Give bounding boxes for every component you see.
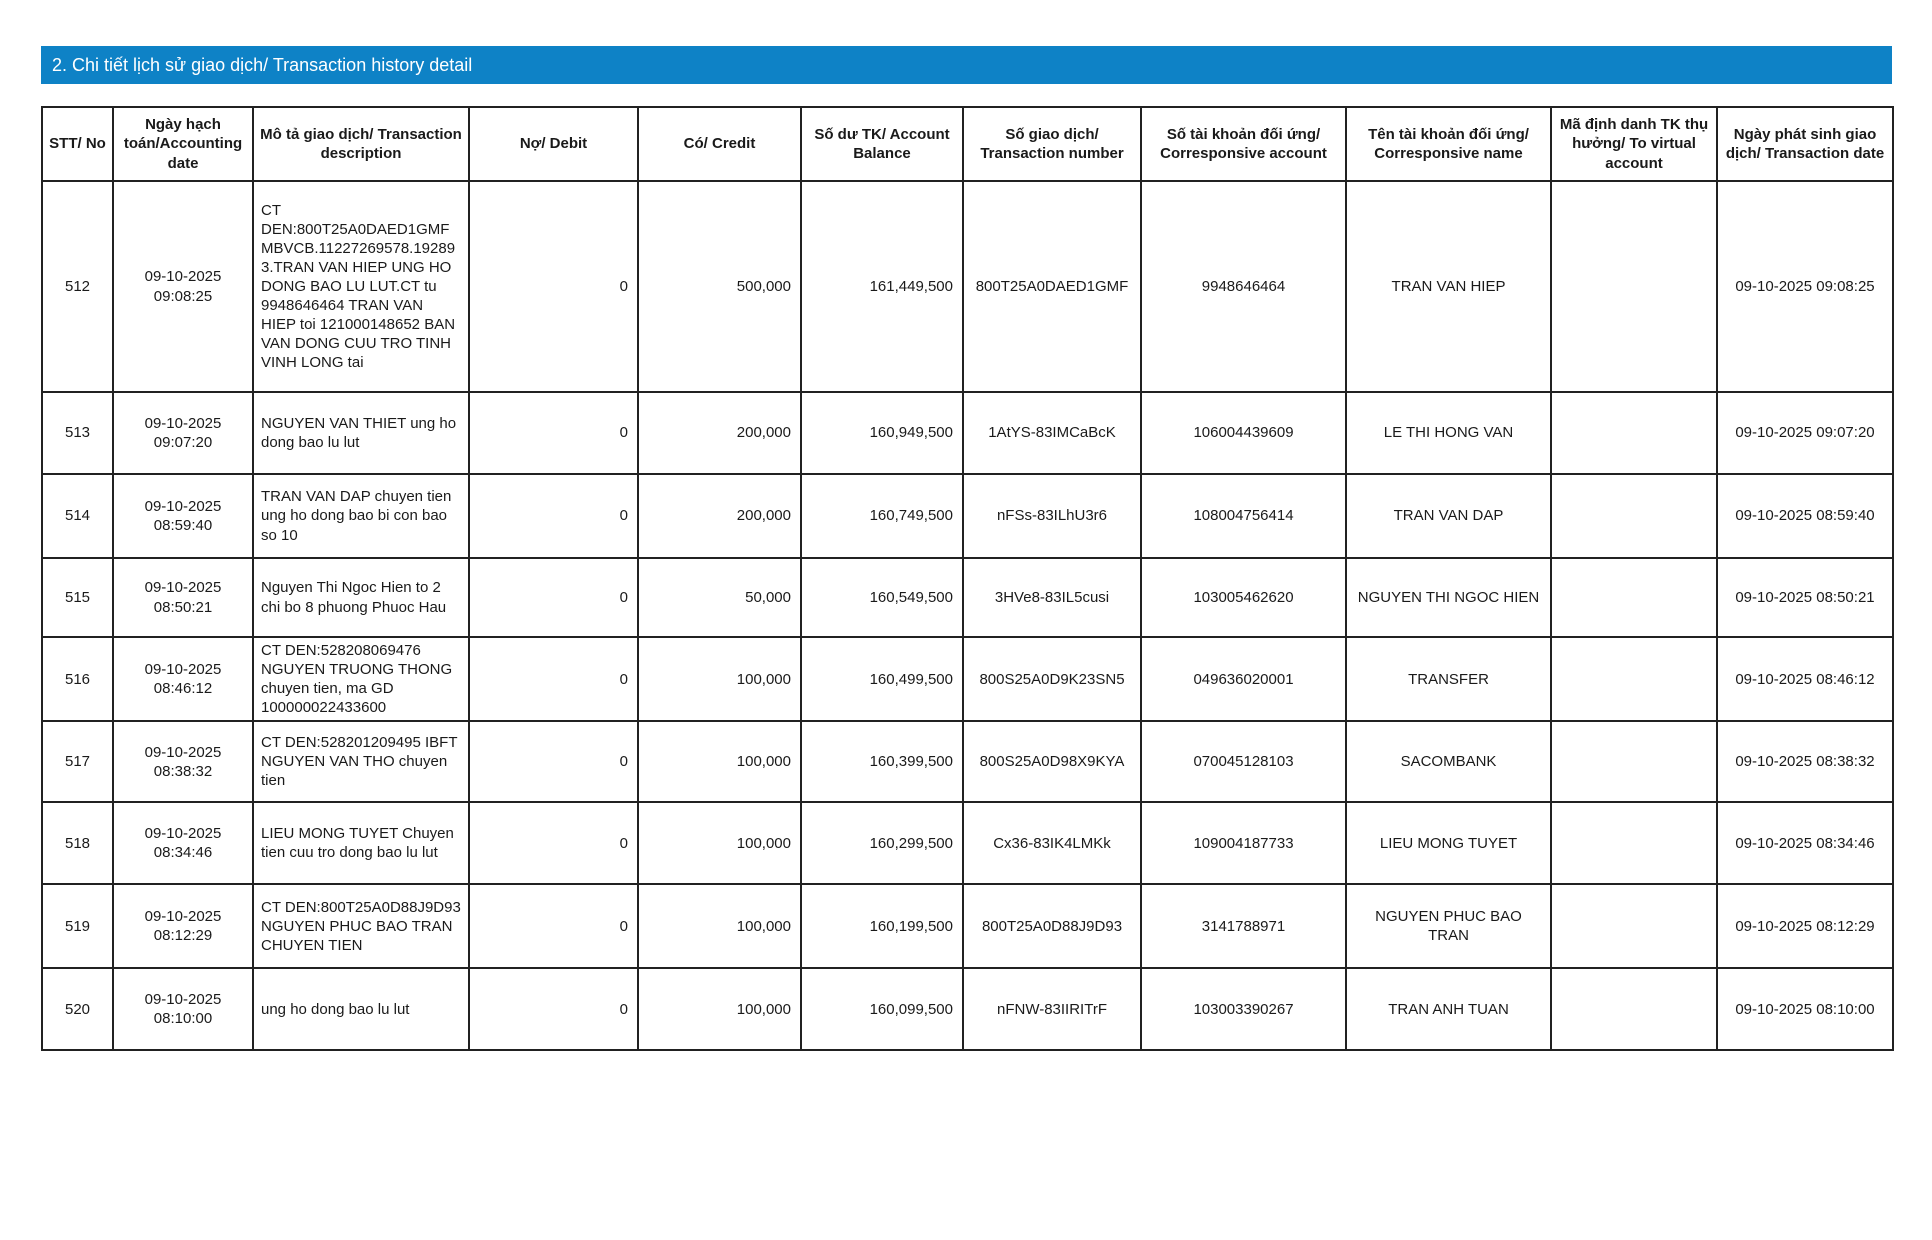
cell-accounting-date: 09-10-2025 08:46:12 (113, 637, 253, 721)
cell-transaction-number: 800T25A0D88J9D93 (963, 884, 1141, 968)
col-header-accounting-date: Ngày hạch toán/Accounting date (113, 107, 253, 181)
table-row (42, 721, 1893, 802)
cell-virtual-account (1551, 558, 1717, 637)
table-row (42, 392, 1893, 474)
transaction-history-table (41, 106, 1894, 1051)
cell-description: CT DEN:528201209495 IBFT NGUYEN VAN THO chuyen tien (253, 721, 469, 802)
col-header-credit: Có/ Credit (638, 107, 801, 181)
table-body (42, 181, 1893, 1050)
cell-accounting-date: 09-10-2025 08:50:21 (113, 558, 253, 637)
cell-corresponsive-account: 106004439609 (1141, 392, 1346, 474)
cell-debit: 0 (469, 392, 638, 474)
table-row (42, 558, 1893, 637)
col-header-transaction-date: Ngày phát sinh giao dịch/ Transaction date (1717, 107, 1893, 181)
cell-description: Nguyen Thi Ngoc Hien to 2 chi bo 8 phuong Phuoc Hau (253, 558, 469, 637)
cell-debit: 0 (469, 802, 638, 884)
cell-transaction-date: 09-10-2025 08:50:21 (1717, 558, 1893, 637)
cell-debit: 0 (469, 637, 638, 721)
table-row (42, 474, 1893, 558)
cell-balance: 160,549,500 (801, 558, 963, 637)
cell-accounting-date: 09-10-2025 09:08:25 (113, 181, 253, 392)
cell-debit: 0 (469, 884, 638, 968)
cell-corresponsive-name: NGUYEN THI NGOC HIEN (1346, 558, 1551, 637)
cell-corresponsive-account: 070045128103 (1141, 721, 1346, 802)
cell-virtual-account (1551, 721, 1717, 802)
cell-description: NGUYEN VAN THIET ung ho dong bao lu lut (253, 392, 469, 474)
table-row (42, 802, 1893, 884)
cell-transaction-number: 800T25A0DAED1GMF (963, 181, 1141, 392)
col-header-description: Mô tả giao dịch/ Transaction description (253, 107, 469, 181)
cell-stt: 520 (42, 968, 113, 1050)
cell-accounting-date: 09-10-2025 08:12:29 (113, 884, 253, 968)
table-row (42, 968, 1893, 1050)
cell-description: CT DEN:800T25A0D88J9D93 NGUYEN PHUC BAO TRAN CHUYEN TIEN (253, 884, 469, 968)
cell-virtual-account (1551, 802, 1717, 884)
cell-corresponsive-account: 103005462620 (1141, 558, 1346, 637)
cell-debit: 0 (469, 968, 638, 1050)
cell-stt: 518 (42, 802, 113, 884)
cell-corresponsive-name: TRAN VAN HIEP (1346, 181, 1551, 392)
col-header-corresponsive-name: Tên tài khoản đối ứng/ Corresponsive name (1346, 107, 1551, 181)
cell-virtual-account (1551, 392, 1717, 474)
cell-corresponsive-name: TRANSFER (1346, 637, 1551, 721)
cell-balance: 160,499,500 (801, 637, 963, 721)
cell-balance: 161,449,500 (801, 181, 963, 392)
cell-transaction-number: nFNW-83IIRITrF (963, 968, 1141, 1050)
cell-balance: 160,199,500 (801, 884, 963, 968)
table-row (42, 637, 1893, 721)
cell-virtual-account (1551, 181, 1717, 392)
cell-description: ung ho dong bao lu lut (253, 968, 469, 1050)
cell-stt: 517 (42, 721, 113, 802)
cell-credit: 100,000 (638, 802, 801, 884)
cell-description: LIEU MONG TUYET Chuyen tien cuu tro dong bao lu lut (253, 802, 469, 884)
cell-description: TRAN VAN DAP chuyen tien ung ho dong bao bi con bao so 10 (253, 474, 469, 558)
cell-transaction-date: 09-10-2025 09:07:20 (1717, 392, 1893, 474)
cell-description: CT DEN:800T25A0DAED1GMF MBVCB.11227269578.192893.TRAN VAN HIEP UNG HO DONG BAO LU LUT.CT tu 9948646464 TRAN VAN HIEP toi 121000148652 BAN VAN DONG CUU TRO TINH VINH LONG tai (253, 181, 469, 392)
cell-credit: 500,000 (638, 181, 801, 392)
cell-credit: 50,000 (638, 558, 801, 637)
cell-accounting-date: 09-10-2025 08:34:46 (113, 802, 253, 884)
cell-balance: 160,099,500 (801, 968, 963, 1050)
cell-debit: 0 (469, 721, 638, 802)
cell-stt: 514 (42, 474, 113, 558)
cell-debit: 0 (469, 181, 638, 392)
cell-credit: 200,000 (638, 392, 801, 474)
cell-credit: 200,000 (638, 474, 801, 558)
col-header-stt: STT/ No (42, 107, 113, 181)
cell-credit: 100,000 (638, 968, 801, 1050)
cell-accounting-date: 09-10-2025 08:59:40 (113, 474, 253, 558)
cell-debit: 0 (469, 558, 638, 637)
cell-corresponsive-account: 108004756414 (1141, 474, 1346, 558)
cell-corresponsive-name: LE THI HONG VAN (1346, 392, 1551, 474)
col-header-transaction-number: Số giao dịch/ Transaction number (963, 107, 1141, 181)
cell-transaction-number: Cx36-83IK4LMKk (963, 802, 1141, 884)
cell-transaction-date: 09-10-2025 08:38:32 (1717, 721, 1893, 802)
cell-credit: 100,000 (638, 884, 801, 968)
cell-transaction-number: 800S25A0D98X9KYA (963, 721, 1141, 802)
col-header-corresponsive-account: Số tài khoản đối ứng/ Corresponsive account (1141, 107, 1346, 181)
cell-stt: 519 (42, 884, 113, 968)
cell-balance: 160,399,500 (801, 721, 963, 802)
cell-transaction-number: 1AtYS-83IMCaBcK (963, 392, 1141, 474)
cell-stt: 515 (42, 558, 113, 637)
cell-accounting-date: 09-10-2025 08:10:00 (113, 968, 253, 1050)
cell-accounting-date: 09-10-2025 08:38:32 (113, 721, 253, 802)
cell-description: CT DEN:528208069476 NGUYEN TRUONG THONG chuyen tien, ma GD 100000022433600 (253, 637, 469, 721)
cell-corresponsive-name: SACOMBANK (1346, 721, 1551, 802)
cell-transaction-date: 09-10-2025 08:10:00 (1717, 968, 1893, 1050)
cell-corresponsive-account: 049636020001 (1141, 637, 1346, 721)
cell-transaction-date: 09-10-2025 09:08:25 (1717, 181, 1893, 392)
cell-balance: 160,749,500 (801, 474, 963, 558)
cell-accounting-date: 09-10-2025 09:07:20 (113, 392, 253, 474)
cell-corresponsive-account: 103003390267 (1141, 968, 1346, 1050)
cell-balance: 160,949,500 (801, 392, 963, 474)
cell-stt: 516 (42, 637, 113, 721)
cell-virtual-account (1551, 637, 1717, 721)
col-header-virtual-account: Mã định danh TK thụ hưởng/ To virtual account (1551, 107, 1717, 181)
cell-transaction-date: 09-10-2025 08:12:29 (1717, 884, 1893, 968)
cell-credit: 100,000 (638, 637, 801, 721)
cell-transaction-date: 09-10-2025 08:59:40 (1717, 474, 1893, 558)
table-row (42, 884, 1893, 968)
table-header-row (42, 107, 1893, 181)
cell-transaction-date: 09-10-2025 08:46:12 (1717, 637, 1893, 721)
col-header-debit: Nợ/ Debit (469, 107, 638, 181)
cell-transaction-number: 800S25A0D9K23SN5 (963, 637, 1141, 721)
cell-virtual-account (1551, 474, 1717, 558)
cell-corresponsive-name: TRAN VAN DAP (1346, 474, 1551, 558)
table-row (42, 181, 1893, 392)
cell-stt: 512 (42, 181, 113, 392)
cell-virtual-account (1551, 884, 1717, 968)
cell-corresponsive-name: TRAN ANH TUAN (1346, 968, 1551, 1050)
cell-balance: 160,299,500 (801, 802, 963, 884)
cell-virtual-account (1551, 968, 1717, 1050)
cell-credit: 100,000 (638, 721, 801, 802)
cell-corresponsive-name: LIEU MONG TUYET (1346, 802, 1551, 884)
cell-debit: 0 (469, 474, 638, 558)
cell-corresponsive-name: NGUYEN PHUC BAO TRAN (1346, 884, 1551, 968)
cell-transaction-number: nFSs-83ILhU3r6 (963, 474, 1141, 558)
cell-corresponsive-account: 109004187733 (1141, 802, 1346, 884)
cell-transaction-number: 3HVe8-83IL5cusi (963, 558, 1141, 637)
section-title-bar: 2. Chi tiết lịch sử giao dịch/ Transaction history detail (41, 46, 1892, 84)
col-header-balance: Số dư TK/ Account Balance (801, 107, 963, 181)
cell-corresponsive-account: 3141788971 (1141, 884, 1346, 968)
cell-transaction-date: 09-10-2025 08:34:46 (1717, 802, 1893, 884)
cell-stt: 513 (42, 392, 113, 474)
cell-corresponsive-account: 9948646464 (1141, 181, 1346, 392)
table-header (42, 107, 1893, 181)
